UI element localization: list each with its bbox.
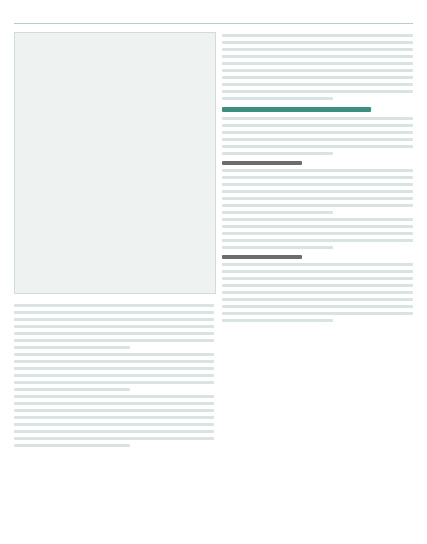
text-line xyxy=(222,284,413,287)
text-line xyxy=(222,138,413,141)
header-rule xyxy=(14,23,413,24)
right-column xyxy=(222,30,413,522)
text-line xyxy=(222,246,333,249)
text-line xyxy=(14,318,214,321)
text-line xyxy=(222,270,413,273)
text-line xyxy=(222,145,413,148)
text-line xyxy=(222,211,333,214)
text-line xyxy=(14,367,214,370)
subsection-heading xyxy=(222,255,302,259)
text-line xyxy=(14,409,214,412)
text-line xyxy=(222,204,413,207)
text-line xyxy=(222,291,413,294)
text-line xyxy=(14,360,214,363)
text-line xyxy=(222,152,333,155)
text-line xyxy=(14,381,214,384)
text-line xyxy=(222,34,413,37)
text-line xyxy=(222,176,413,179)
text-line xyxy=(14,444,130,447)
text-line xyxy=(14,332,214,335)
text-line xyxy=(14,353,214,356)
text-line xyxy=(14,346,130,349)
text-line xyxy=(14,325,214,328)
text-line xyxy=(14,374,214,377)
text-line xyxy=(14,395,214,398)
text-line xyxy=(222,117,413,120)
text-line xyxy=(14,339,214,342)
text-line xyxy=(14,416,214,419)
text-line xyxy=(14,388,130,391)
text-line xyxy=(222,190,413,193)
text-line xyxy=(222,312,413,315)
text-line xyxy=(222,55,413,58)
text-line xyxy=(14,430,214,433)
text-line xyxy=(222,48,413,51)
text-line xyxy=(222,183,413,186)
text-line xyxy=(222,69,413,72)
text-line xyxy=(222,124,413,127)
text-line xyxy=(222,169,413,172)
text-line xyxy=(14,304,214,307)
text-line xyxy=(222,277,413,280)
text-line xyxy=(14,437,214,440)
text-line xyxy=(222,239,413,242)
text-line xyxy=(222,232,413,235)
text-line xyxy=(222,305,413,308)
text-line xyxy=(222,90,413,93)
text-line xyxy=(222,197,413,200)
text-line xyxy=(14,311,214,314)
figure-block xyxy=(14,32,216,294)
text-line xyxy=(14,402,214,405)
text-line xyxy=(222,76,413,79)
text-line xyxy=(222,298,413,301)
subsection-heading xyxy=(222,161,302,165)
text-line xyxy=(222,263,413,266)
text-line xyxy=(222,319,333,322)
section-heading xyxy=(222,107,371,112)
text-line xyxy=(222,62,413,65)
text-line xyxy=(222,83,413,86)
left-column xyxy=(14,300,214,522)
text-line xyxy=(222,218,413,221)
text-line xyxy=(14,423,214,426)
text-line xyxy=(222,131,413,134)
text-line xyxy=(222,41,413,44)
text-line xyxy=(222,97,333,100)
text-line xyxy=(222,225,413,228)
